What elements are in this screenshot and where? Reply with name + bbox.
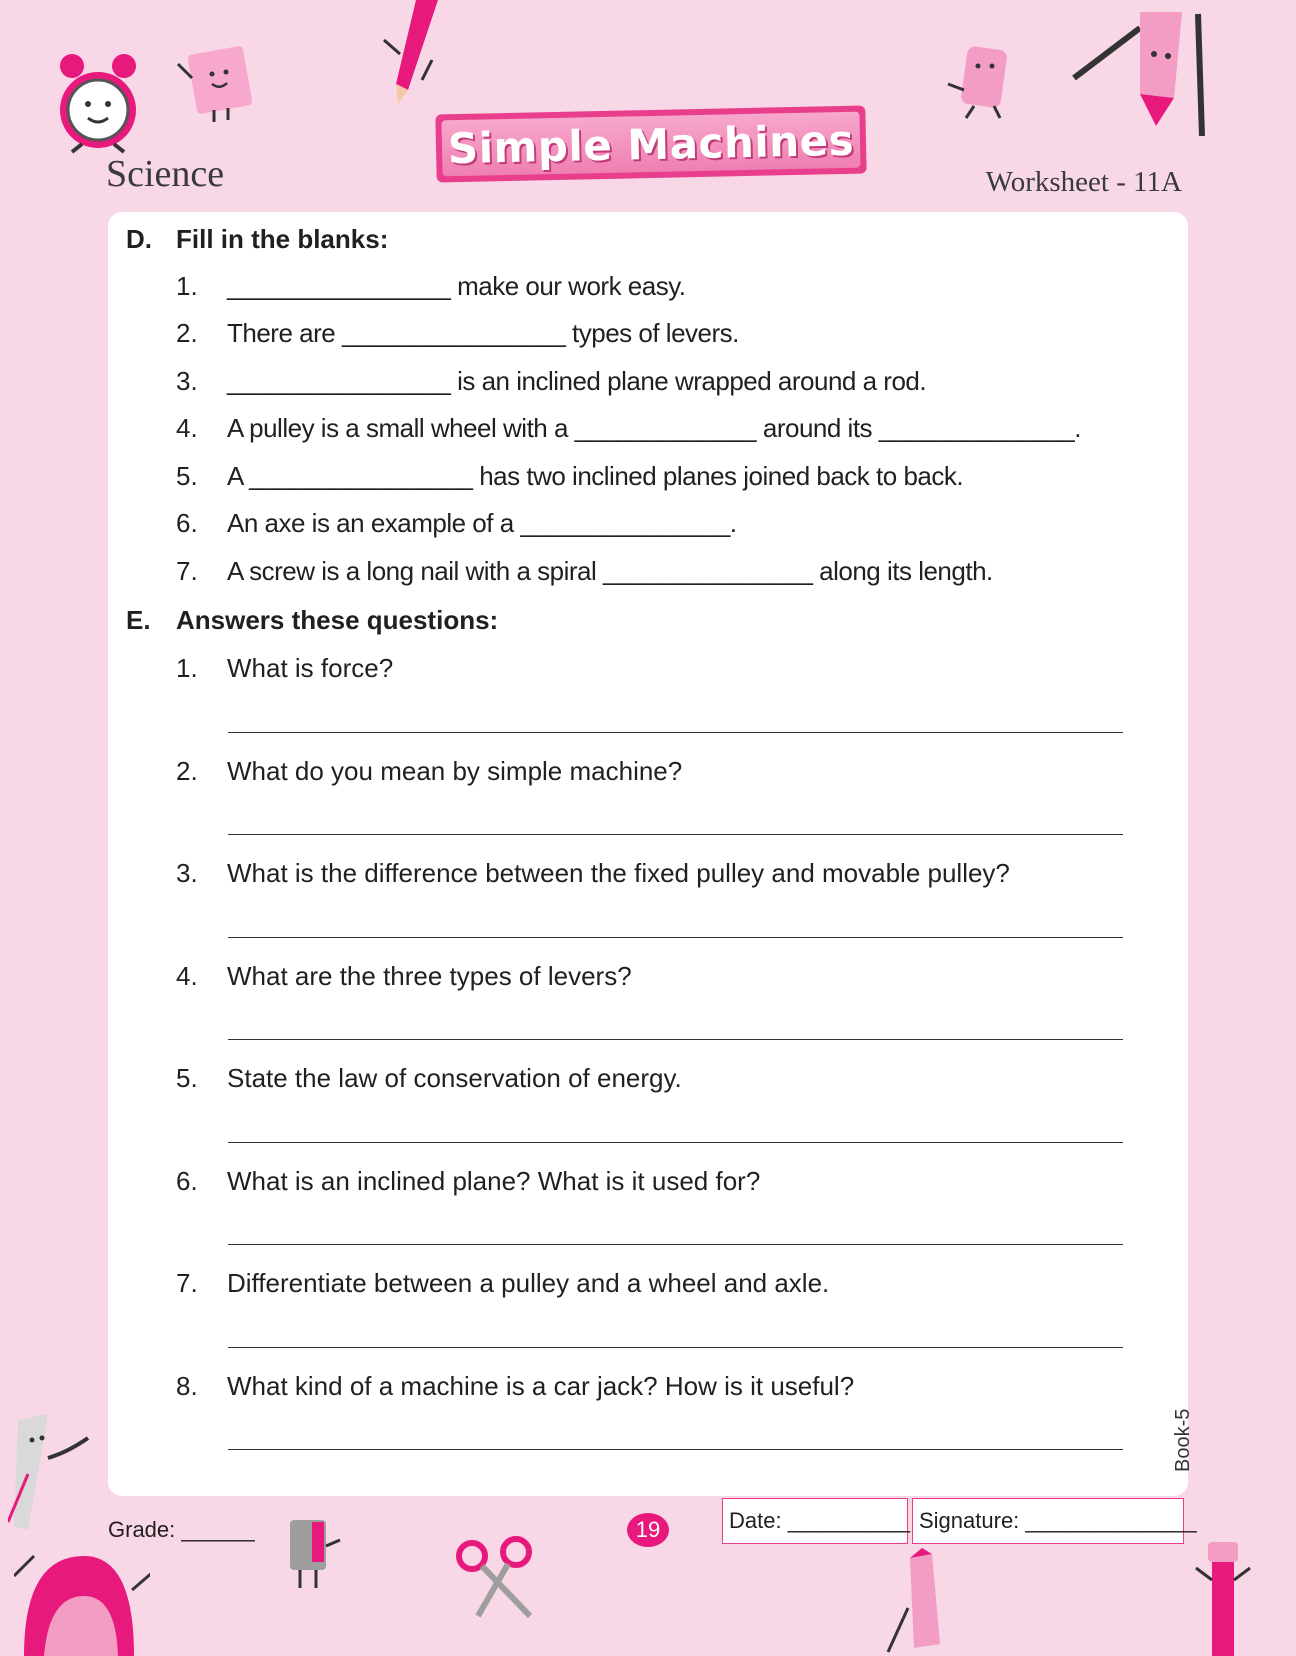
answer-line[interactable] xyxy=(228,732,1123,733)
item-text: ________________ make our work easy. xyxy=(227,271,686,301)
pen-character-icon xyxy=(1192,1538,1254,1656)
question-item xyxy=(176,961,632,992)
date-field[interactable]: Date: __________ xyxy=(722,1498,908,1544)
question-item xyxy=(176,1371,854,1402)
question-text: What is the difference between the fixed pulley and movable pulley? xyxy=(227,858,1010,888)
question-text: What is an inclined plane? What is it used for? xyxy=(227,1166,761,1196)
item-number: 5. xyxy=(176,461,198,491)
content-card xyxy=(108,212,1188,1496)
notepad-icon xyxy=(174,44,260,124)
item-number: 6. xyxy=(176,508,198,538)
answer-line[interactable] xyxy=(228,1449,1123,1450)
answer-line[interactable] xyxy=(228,1039,1123,1040)
item-number: 2. xyxy=(176,318,198,348)
fill-blank-item[interactable] xyxy=(176,508,737,539)
answer-line[interactable] xyxy=(228,834,1123,835)
section-e-title: Answers these questions: xyxy=(176,605,499,635)
question-item xyxy=(176,1268,829,1299)
ruler-character-icon xyxy=(8,1410,98,1536)
item-number: 6. xyxy=(176,1166,198,1196)
eraser-character-icon xyxy=(944,44,1024,120)
signature-field[interactable]: Signature: ______________ xyxy=(912,1498,1184,1544)
question-text: What are the three types of levers? xyxy=(227,961,632,991)
sharpener-character-icon xyxy=(282,1516,344,1590)
question-item xyxy=(176,1166,760,1197)
item-number: 7. xyxy=(176,1268,198,1298)
answer-line[interactable] xyxy=(228,937,1123,938)
grade-field[interactable]: Grade: ______ xyxy=(108,1517,255,1542)
backpack-icon xyxy=(14,1526,150,1656)
item-number: 5. xyxy=(176,1063,198,1093)
item-number: 8. xyxy=(176,1371,198,1401)
item-number: 2. xyxy=(176,756,198,786)
pencil-icon xyxy=(378,0,448,112)
fill-blank-item[interactable] xyxy=(176,318,739,349)
scissors-icon xyxy=(454,1534,540,1620)
question-item xyxy=(176,858,1010,889)
item-number: 4. xyxy=(176,961,198,991)
item-text: A screw is a long nail with a spiral _______________ along its length. xyxy=(227,556,993,586)
question-item xyxy=(176,756,682,787)
subject-label: Science xyxy=(106,153,225,195)
page-number: 19 xyxy=(627,1513,669,1547)
question-text: What do you mean by simple machine? xyxy=(227,756,683,786)
section-d-title: Fill in the blanks: xyxy=(176,224,389,254)
title-banner xyxy=(435,106,866,183)
item-number: 3. xyxy=(176,858,198,888)
item-text: There are ________________ types of levers. xyxy=(227,318,739,348)
book-label: Book-5 xyxy=(1172,1408,1194,1472)
pink-pencil-icon xyxy=(884,1548,956,1654)
section-d-letter: D. xyxy=(126,224,152,254)
question-text: Differentiate between a pulley and a wheel and axle. xyxy=(227,1268,830,1298)
alarm-clock-icon xyxy=(52,44,152,154)
question-text: State the law of conservation of energy. xyxy=(227,1063,682,1093)
item-text: A ________________ has two inclined planes joined back to back. xyxy=(227,461,964,491)
item-text: ________________ is an inclined plane wrapped around a rod. xyxy=(227,366,927,396)
item-number: 4. xyxy=(176,413,198,443)
pencil-character-icon xyxy=(1070,8,1210,138)
section-d-heading xyxy=(126,224,388,255)
item-text: A pulley is a small wheel with a _____________ around its ______________. xyxy=(227,413,1081,443)
question-text: What is force? xyxy=(227,653,394,683)
item-text: An axe is an example of a _______________. xyxy=(227,508,737,538)
page-title: Simple Machines xyxy=(441,112,860,177)
question-item xyxy=(176,1063,682,1094)
section-e-heading xyxy=(126,605,498,636)
fill-blank-item[interactable] xyxy=(176,461,963,492)
fill-blank-item[interactable] xyxy=(176,366,926,397)
fill-blank-item[interactable] xyxy=(176,556,993,587)
fill-blank-item[interactable] xyxy=(176,413,1081,444)
answer-line[interactable] xyxy=(228,1347,1123,1348)
answer-line[interactable] xyxy=(228,1142,1123,1143)
question-text: What kind of a machine is a car jack? How is it useful? xyxy=(227,1371,855,1401)
answer-line[interactable] xyxy=(228,1244,1123,1245)
worksheet-number: Worksheet - 11A xyxy=(985,166,1182,198)
fill-blank-item[interactable] xyxy=(176,271,686,302)
item-number: 3. xyxy=(176,366,198,396)
item-number: 1. xyxy=(176,653,198,683)
item-number: 1. xyxy=(176,271,198,301)
question-item xyxy=(176,653,393,684)
section-e-letter: E. xyxy=(126,605,151,635)
item-number: 7. xyxy=(176,556,198,586)
